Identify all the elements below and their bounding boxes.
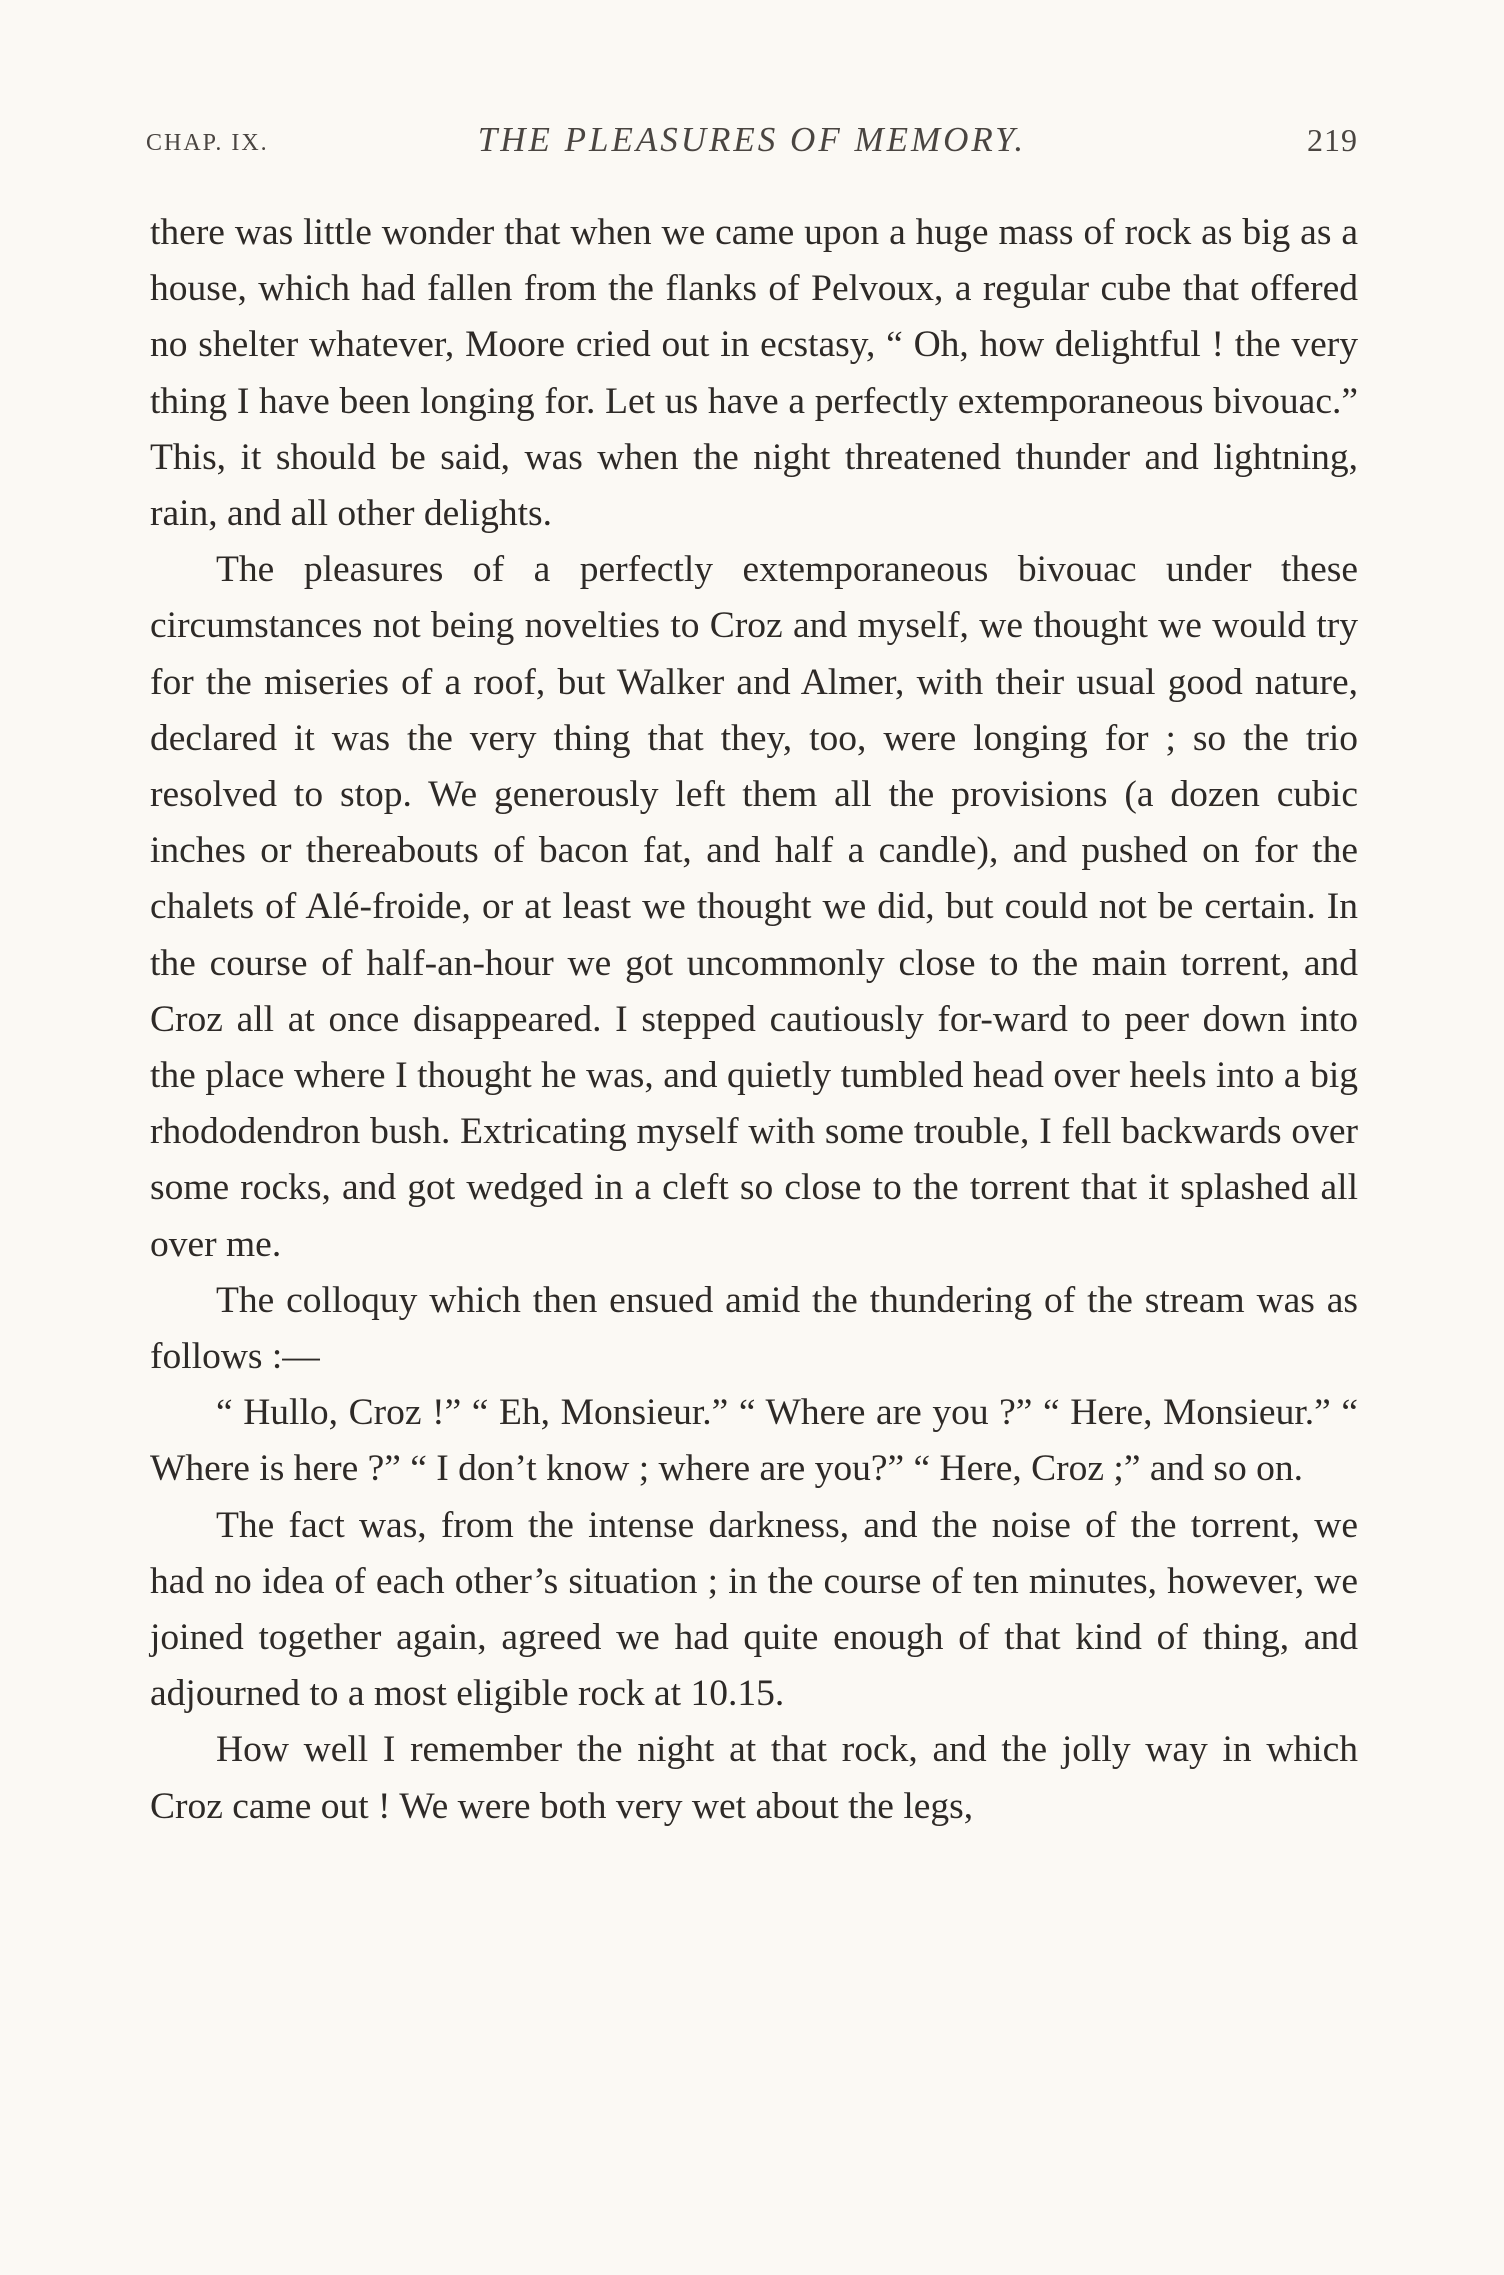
paragraph: “ Hullo, Croz !” “ Eh, Monsieur.” “ Where are you ?” “ Here, Monsieur.” “ Where is here ?” “ I don’t know ; where are you?” “ Here, Croz ;” and so on. [150, 1392, 1358, 1490]
paragraph: there was little wonder that when we came upon a huge mass of rock as big as a house, which had fallen from the flanks of Pelvoux, a regular cube that offered no shelter whatever, Moore cried out in ecstasy, “ Oh, how delightful ! the very thing I have been longing for. Let us have a perfectly extemporaneous bivouac.” This, it should be said, was when the night threatened thunder and lightning, rain, and all other delights. [150, 212, 1358, 535]
paragraph: The fact was, from the intense darkness, and the noise of the torrent, we had no idea of each other’s situation ; in the course of ten minutes, however, we joined together again, agreed we had quite enough of that kind of thing, and adjourned to a most eligible rock at 10.15. [150, 1504, 1358, 1715]
page-number: 219 [1307, 122, 1358, 158]
chapter-label: CHAP. IX. [146, 130, 269, 156]
running-title: THE PLEASURES OF MEMORY. [477, 120, 1027, 159]
body-text [150, 205, 1358, 1835]
running-header [146, 118, 1358, 178]
paragraph: The pleasures of a perfectly extemporaneous bivouac under these circumstances not being novelties to Croz and myself, we thought we would try for the miseries of a roof, but Walker and Almer, with their usual good nature, declared it was the very thing that they, too, were longing for ; so the trio resolved to stop. We generously left them all the provisions (a dozen cubic inches or thereabouts of bacon fat, and half a candle), and pushed on for the chalets of Alé-froide, or at least we thought we did, but could not be certain. In the course of half-an-hour we got uncommonly close to the main torrent, and Croz all at once disappeared. I stepped cautiously for-ward to peer down into the place where I thought he was, and quietly tumbled head over heels into a big rhododendron bush. Extricating myself with some trouble, I fell backwards over some rocks, and got wedged in a cleft so close to the torrent that it splashed all over me. [150, 549, 1358, 1265]
paragraph: The colloquy which then ensued amid the thundering of the stream was as follows :— [150, 1279, 1358, 1378]
paragraph: How well I remember the night at that rock, and the jolly way in which Croz came out ! We were both very wet about the legs, [150, 1729, 1358, 1827]
